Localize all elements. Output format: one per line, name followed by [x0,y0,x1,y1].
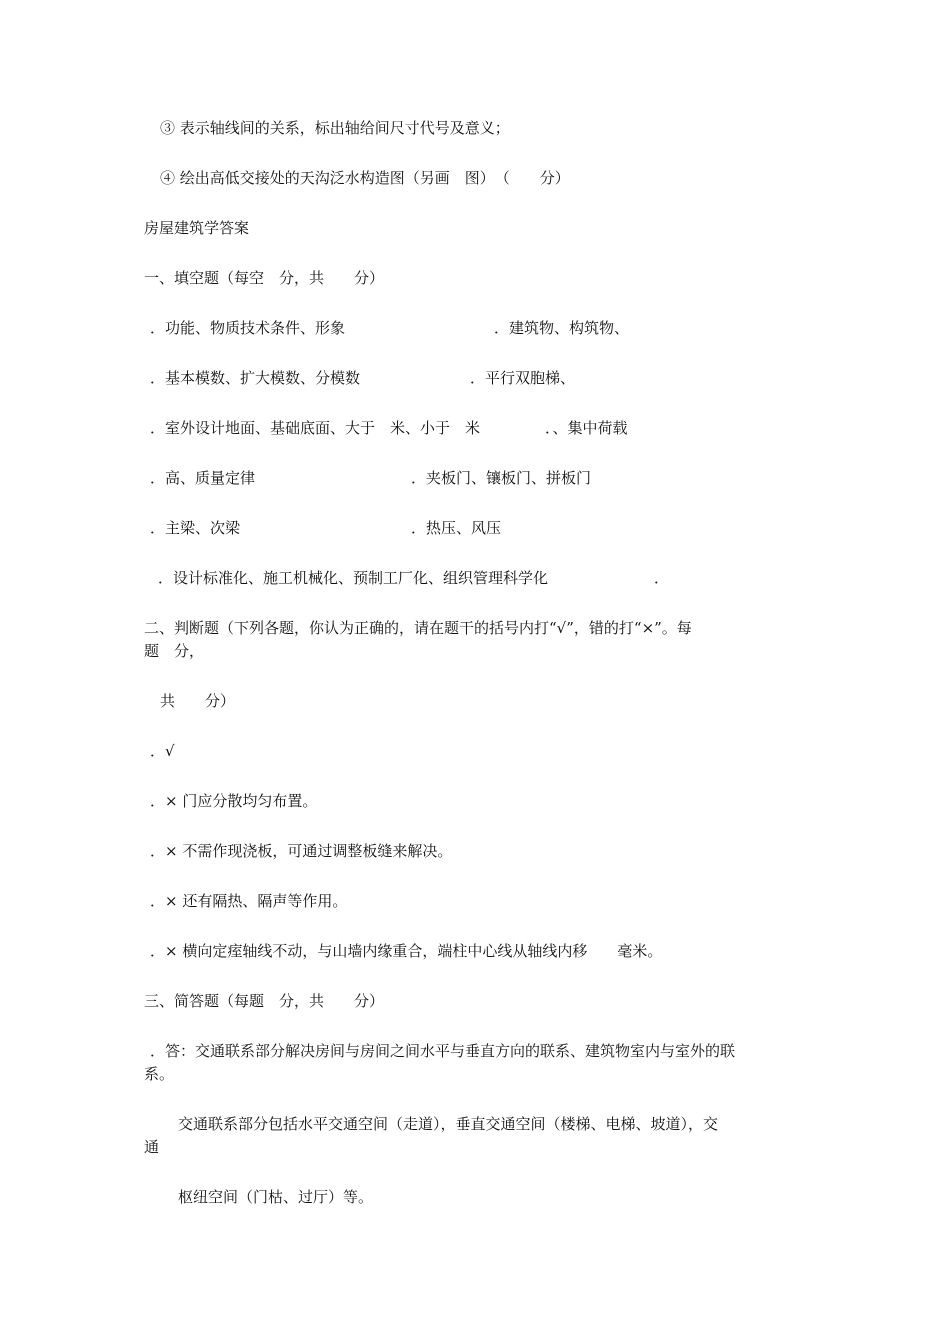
item-3-text: ③ 表示轴线间的关系，标出轴给间尺寸代号及意义； [160,119,510,137]
section-2-heading-total: 共 分） [160,692,236,710]
fill-answer-7: ．高、质量定律 [150,469,256,487]
short-answer-2-cont: 通 [144,1138,160,1156]
judge-answer-3: ．× 不需作现浇板，可通过调整板缝来解决。 [150,842,453,860]
fill-answer-10: ．热压、风压 [411,519,502,537]
section-2-heading-cont: 题 分， [144,642,205,660]
section-2-heading: 二、判断题（下列各题，你认为正确的，请在题干的括号内打“√”，错的打“×”。每 [144,619,692,637]
section-1-heading: 一、填空题（每空 分，共 分） [144,269,385,287]
judge-answer-1: ．√ [150,742,175,760]
fill-answer-2: ．建筑物、构筑物、 [494,319,630,337]
fill-answer-4: ．平行双胞梯、 [470,369,576,387]
fill-answer-5: ．室外设计地面、基础底面、大于 米、小于 米 [150,419,481,437]
fill-answer-12: ． [654,569,670,587]
fill-answer-11: ．设计标准化、施工机械化、预制工厂化、组织管理科学化 [158,569,549,587]
section-3-heading: 三、简答题（每题 分，共 分） [144,992,385,1010]
judge-answer-5: ．× 横向定痓轴线不动，与山墙内缘重合，端柱中心线从轴线内移 毫米。 [150,942,663,960]
item-4-text: ④ 绘出高低交接处的天沟泛水构造图（另画 图） （ 分） [160,169,570,187]
short-answer-2: 交通联系部分包括水平交通空间（走道），垂直交通空间（楼梯、电梯、坡道），交 [178,1115,719,1133]
fill-answer-9: ．主梁、次梁 [150,519,241,537]
short-answer-1-cont: 系。 [144,1065,175,1083]
fill-answer-6: ．、集中荷载 [545,419,628,437]
judge-answer-4: ．× 还有隔热、隔声等作用。 [150,892,348,910]
fill-answer-3: ．基本模数、扩大模数、分模数 [150,369,361,387]
fill-answer-8: ．夹板门、镶板门、拼板门 [411,469,592,487]
short-answer-3: 枢纽空间（门枯、过厅）等。 [178,1188,374,1206]
judge-answer-2: ．× 门应分散均匀布置。 [150,792,318,810]
fill-answer-1: ．功能、物质技术条件、形象 [150,319,346,337]
answer-title: 房屋建筑学答案 [144,219,250,237]
short-answer-1: ．答：交通联系部分解决房间与房间之间水平与垂直方向的联系、建筑物室内与室外的联 [150,1042,736,1060]
